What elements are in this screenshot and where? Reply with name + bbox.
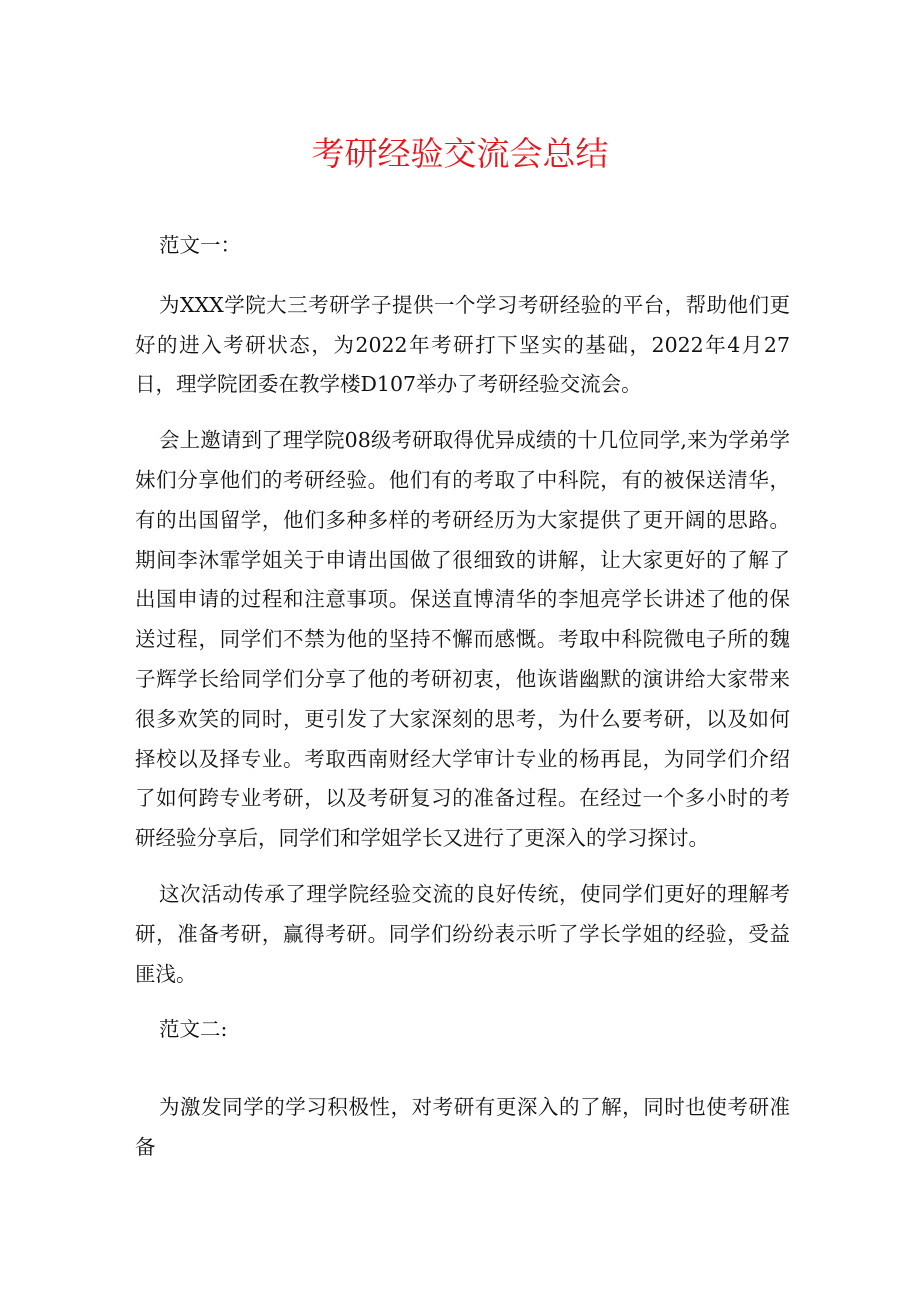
paragraph-4: 为激发同学的学习积极性，对考研有更深入的了解，同时也使考研准备 [135, 1095, 790, 1159]
section-label-2: 范文二: [159, 1017, 228, 1042]
document-title: 考研经验交流会总结 [311, 134, 609, 173]
paragraph-3: 这次活动传承了理学院经验交流的良好传统，使同学们更好的理解考研，准备考研，赢得考研。同学们纷纷表示听了学长学姐的经验，受益匪浅。 [135, 881, 790, 986]
section-label-1: 范文一： [159, 233, 241, 257]
paragraph-2: 会上邀请到了理学院08级考研取得优异成绩的十几位同学,来为学弟学妹们分享他们的考研经验。他们有的考取了中科院，有的被保送清华，有的出国留学，他们多种多样的考研经历为大家提供了更开阔的思路。期间李沐霏学姐关于申请出国做了很细致的讲解，让大家更好的了解了出国申请的过程和注意事项。保送直博清华的李旭亮学长讲述了他的保送过程，同学们不禁为他的坚持不懈而感慨。考取中科院微电子所的魏子辉学长给同学们分享了他的考研初衷，他诙谐幽默的演讲给大家带来很多欢笑的同时，更引发了大家深刻的思考，为什么要考研，以及如何择校以及择专业。考取西南财经大学审计专业的杨再昆，为同学们介绍了如何跨专业考研，以及考研复习的准备过程。在经过一个多小时的考研经验分享后，同学们和学姐学长又进行了更深入的学习探讨。 [135, 428, 790, 851]
document-body [135, 226, 790, 1184]
paragraph-1: 为XXX学院大三考研学子提供一个学习考研经验的平台，帮助他们更好的进入考研状态，为2022年考研打下坚实的基础，2022年4月27日，理学院团委在教学楼D107举办了考研经验交流会。 [135, 292, 790, 397]
